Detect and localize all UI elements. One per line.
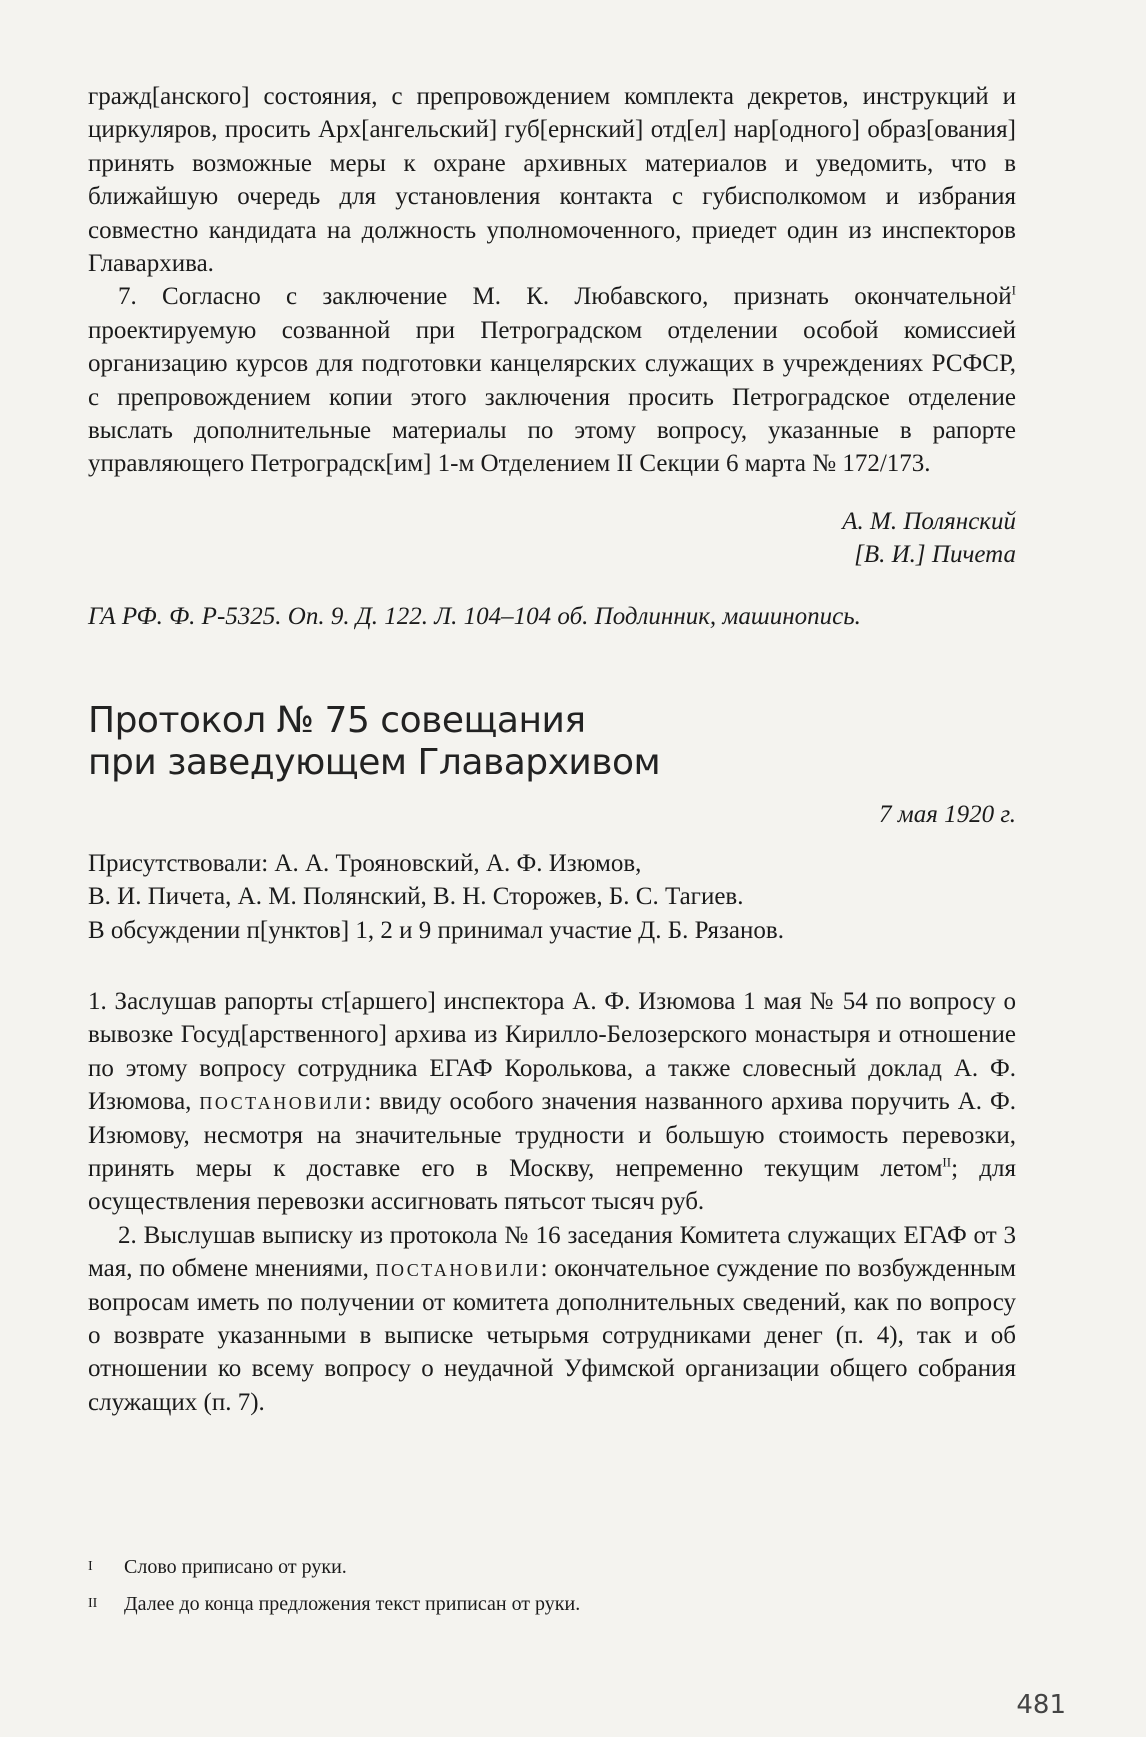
signature-polyansky: А. М. Полянский bbox=[842, 508, 1016, 535]
archive-reference: ГА РФ. Ф. Р-5325. Оп. 9. Д. 122. Л. 104–104 об. Подлинник, машинопись. bbox=[88, 603, 861, 630]
attendance-line-1: Присутствовали: А. А. Трояновский, А. Ф. Изюмов, bbox=[88, 850, 642, 877]
continued-text bbox=[88, 80, 1016, 481]
protocol-heading bbox=[88, 700, 1016, 784]
attendance-line-2: В. И. Пичета, А. М. Полянский, В. Н. Сторожев, Б. С. Тагиев. bbox=[88, 883, 744, 911]
document-title: Протокол № 75 совещания при заведующем Главархивом bbox=[88, 700, 661, 783]
footnote-ref-2: II bbox=[942, 1154, 952, 1170]
paragraph-6-continuation: гражд[анского] состояния, с препровождением комплекта декретов, инструкций и циркуляров, просить Арх[ангельский] губ[ернский] отд[ел] нар[одного] образ[ования] принять возможные меры к охране архивных материалов и уведомить, что в ближайшую очередь для установления контакта с губисполкомом и избрания совместно кандидата на должность уполномоченного, приедет один из инспекторов Главархива. bbox=[88, 83, 1016, 278]
attendance bbox=[88, 847, 1016, 947]
footnote-ref-1: I bbox=[1011, 283, 1016, 299]
attendance-line-3: В обсуждении п[унктов] 1, 2 и 9 принимал участие Д. Б. Рязанов. bbox=[88, 916, 784, 944]
protocol-items bbox=[88, 985, 1016, 1419]
document-date: 7 мая 1920 г. bbox=[879, 801, 1016, 828]
page-number: 481 bbox=[1016, 1690, 1066, 1720]
signatures bbox=[88, 505, 1016, 571]
item-2: 2. Выслушав выписку из протокола № 16 заседания Комитета служащих ЕГАФ от 3 мая, по обмене мнениями, постановили: окончательное суждение по возбужденным вопросам иметь по получении от комитета дополнительных сведений, как по вопросу о возврате указанными в выписке четырьмя сотрудниками денег (п. 4), так и об отношении ко всему вопросу о неудачной Уфимской организации общего собрания служащих (п. 7). bbox=[88, 1221, 1016, 1416]
paragraph-7: 7. Согласно с заключение М. К. Любавского, признать окончательной$^I$ проектируемую созванной при Петроградском отделении особой комиссией организацию курсов для подготовки канцелярских служащих в учреждениях РСФСР, с препровождением копии этого заключения просить Петроградское отделение выслать дополнительные материалы по этому вопросу, указанные в рапорте управляющего Петроградск[им] 1-м Отделением II Секции 6 марта № 172/173. bbox=[88, 283, 1016, 478]
signature-picheta: [В. И.] Пичета bbox=[854, 541, 1016, 568]
footnote-2: II Далее до конца предложения текст приписан от руки. bbox=[88, 1593, 581, 1615]
item-1: 1. Заслушав рапорты ст[аршего] инспектора А. Ф. Изюмова 1 мая № 54 по вопросу о вывозке Госуд[арственного] архива из Кирилло-Белозерского монастыря и отношение по этому вопросу сотрудника ЕГАФ Королькова, а также словесный доклад А. Ф. Изюмова, постановили: ввиду особого значения названного архива поручить А. Ф. Изюмову, несмотря на значительные трудности и большую стоимость перевозки, принять меры к доставке его в Москву, непременно текущим летом$^{II}$; для осуществления перевозки ассигновать пятьсот тысяч руб. bbox=[88, 988, 1016, 1216]
footnote-1: I Слово приписано от руки. bbox=[88, 1556, 347, 1578]
